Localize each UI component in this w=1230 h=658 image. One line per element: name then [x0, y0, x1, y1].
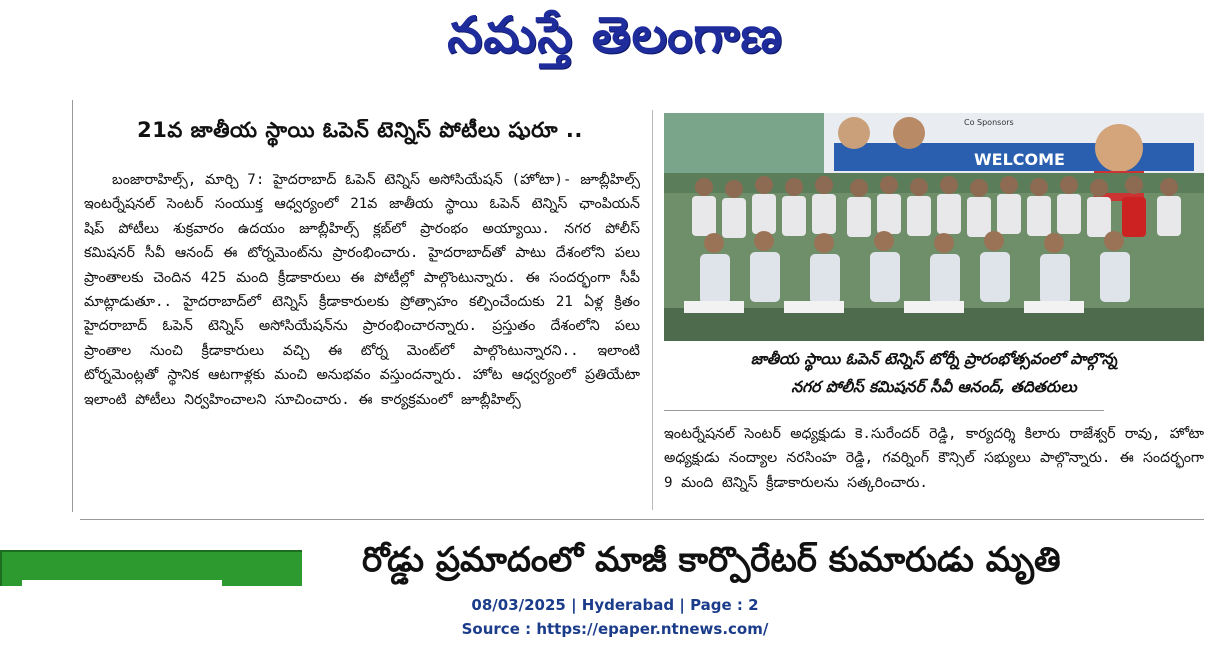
newspaper-title: నమస్తే తెలంగాణ: [447, 6, 783, 64]
article2-headline: రోడ్డు ప్రమాదంలో మాజీ కార్పొరేటర్ కుమారుడు మృతి: [362, 540, 1061, 580]
masthead: [0, 0, 1230, 78]
footer-source-link[interactable]: Source : https://epaper.ntnews.com/: [461, 620, 769, 638]
article-photo: [664, 113, 1204, 341]
column-divider: [72, 100, 73, 512]
photo-caption: [664, 345, 1204, 401]
column-divider: [652, 110, 653, 510]
photo-caption-line: జాతీయ స్థాయి ఓపెన్ టెన్నిస్ టోర్నీ ప్రారంభోత్సవంలో పాల్గొన్న: [750, 350, 1118, 368]
footer-date-page: 08/03/2025 | Hyderabad | Page : 2: [471, 596, 759, 614]
article-headline: 21వ జాతీయ స్థాయి ఓపెన్ టెన్నిస్ పోటీలు షురూ ..: [137, 118, 583, 142]
page-footer: [0, 586, 1230, 658]
article-body-text: ఇంటర్నేషనల్ సెంటర్ అధ్యక్షుడు కె.సురేందర్ రెడ్డి, కార్యదర్శి కిలారు రాజేశ్వర్ రావు, హోటా అధ్యక్షుడు నంద్యాల నరసింహ రెడ్డి, గవర్నింగ్ కౌన్సిల్ సభ్యులు పాల్గొన్నారు. ఈ సందర్భంగా 9 మంది టెన్నిస్ క్రీడాకారులను సత్కరించారు.: [664, 426, 1204, 491]
photo-caption-line: నగర పోలీస్ కమిషనర్ సీవీ ఆనంద్, తదితరులు: [791, 378, 1077, 396]
article-body-left: [84, 168, 640, 412]
photo-sponsor-text: Co Sponsors: [964, 118, 1014, 127]
group-photo-image: [664, 113, 1204, 341]
article-divider: [80, 519, 1204, 520]
article-body-right: [664, 422, 1204, 495]
article-body-text: బంజారాహిల్స్, మార్చి 7: హైదరాబాద్ ఓపెన్ టెన్నిస్ అసోసియేషన్ (హోటా)- జూబ్లీహిల్స్ ఇంటర్నేషనల్ సెంటర్ సంయుక్త ఆధ్వర్యంలో 21వ జాతీయ స్థాయి ఓపెన్ టెన్నిస్ ఛాంపియన్ షిప్ పోటీలు శుక్రవారం ఉదయం జూబ్లీహిల్స్ క్లబ్‌లో ప్రారంభం అయ్యాయి. నగర పోలీస్ కమిషనర్ సీవీ ఆనంద్ ఈ టోర్నమెంట్‌ను ప్రారంభించారు. హైదరాబాద్‌తో పాటు దేశంలోని పలు ప్రాంతాలకు చెందిన 425 మంది క్రీడాకారులు ఈ పోటీల్లో పాల్గొంటున్నారు. ఈ సందర్భంగా సీపీ మాట్లాడుతూ.. హైదరాబాద్‌లో టెన్నిస్ క్రీడాకారులకు ప్రోత్సాహం కల్పించేందుకు 21 ఏళ్ల క్రితం హైదరాబాద్ ఓపెన్ టెన్నిస్ అసోసియేషన్‌ను ప్రారంభించారన్నారు. ప్రస్తుతం దేశంలోని పలు ప్రాంతాల నుంచి క్రీడాకారులు వచ్చి ఈ టోర్న మెంట్‌లో పాల్గొంటున్నారని.. ఇలాంటి టోర్నమెంట్లతో స్థానిక ఆటగాళ్లకు మంచి అనుభవం వస్తుందన్నారు. హోట ఆధ్వర్యంలో ప్రతియేటా ఇలాంటి పోటీలు నిర్వహించాలని సూచించారు. ఈ కార్యక్రమంలో జూబ్లీహిల్స్: [84, 172, 640, 408]
caption-divider: [664, 410, 1104, 411]
photo-banner-text: WELCOME: [974, 150, 1065, 169]
